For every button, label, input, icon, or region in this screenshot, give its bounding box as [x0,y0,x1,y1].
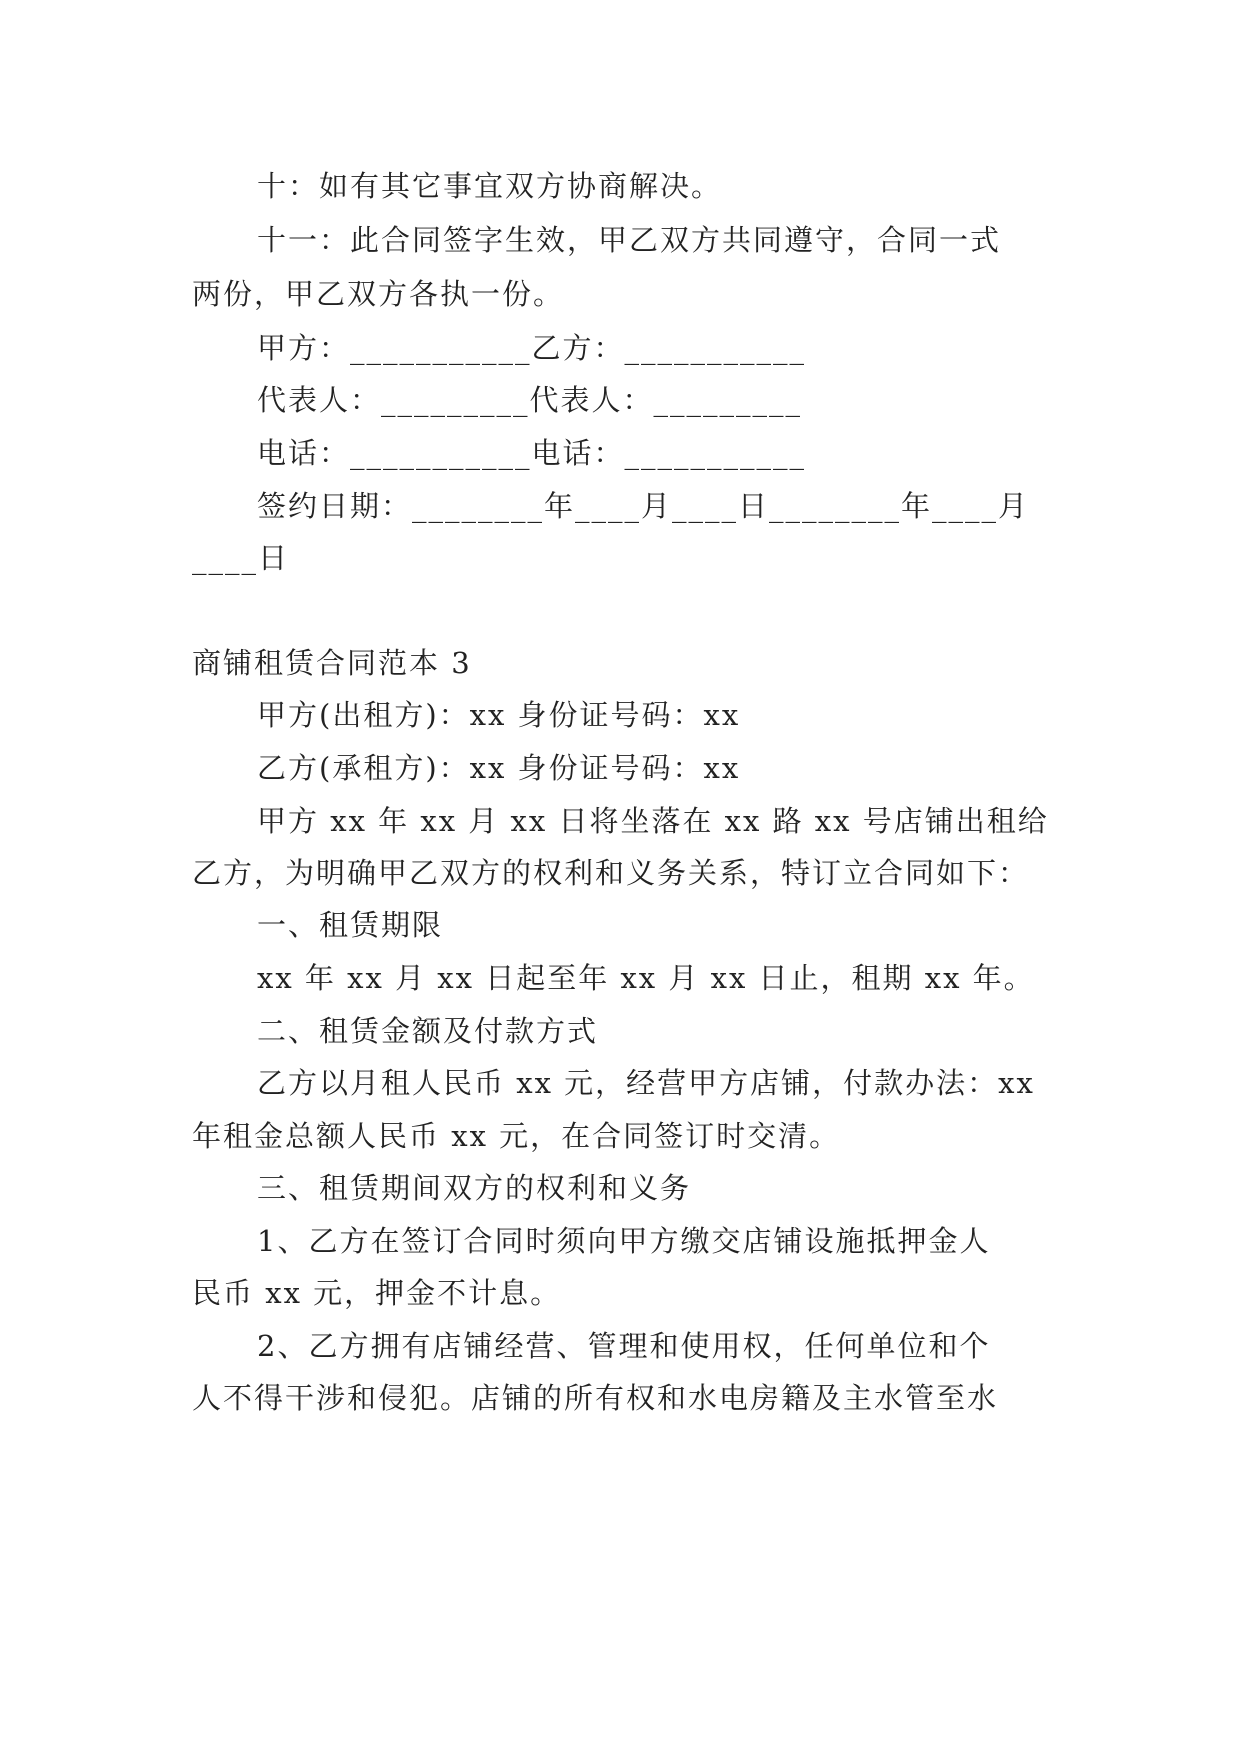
intro-paragraph-line-2: 乙方，为明确甲乙双方的权利和义务关系，特订立合同如下： [192,856,1030,890]
phone-signature: 电话：___________电话：___________ [257,436,807,470]
item-2-line-2: 人不得干涉和侵犯。店铺的所有权和水电房籍及主水管至水 [192,1381,999,1415]
rent-payment-heading: 二、租赁金额及付款方式 [257,1014,599,1048]
lessee-info: 乙方(承租方)：xx 身份证号码：xx [257,751,741,785]
rent-payment-text-line-1: 乙方以月租人民币 xx 元，经营甲方店铺，付款办法：xx [257,1066,1035,1100]
section-heading: 商铺租赁合同范本 3 [192,646,472,680]
rent-payment-text-line-2: 年租金总额人民币 xx 元，在合同签订时交清。 [192,1119,841,1153]
signing-date-line-2: ____日 [192,541,290,575]
lessor-info: 甲方(出租方)：xx 身份证号码：xx [257,698,741,732]
intro-paragraph-line-1: 甲方 xx 年 xx 月 xx 日将坐落在 xx 路 xx 号店铺出租给 [257,804,1049,838]
lease-term-text: xx 年 xx 月 xx 日起至年 xx 月 xx 日止，租期 xx 年。 [257,961,1035,995]
clause-10-line: 十：如有其它事宜双方协商解决。 [257,169,723,203]
item-2-line-1: 2、乙方拥有店铺经营、管理和使用权，任何单位和个 [257,1329,991,1363]
representative-signature: 代表人：_________代表人：_________ [257,383,803,417]
clause-11-line-2: 两份，甲乙双方各执一份。 [192,277,565,311]
lease-term-heading: 一、租赁期限 [257,908,444,942]
clause-11-line-1: 十一：此合同签字生效，甲乙双方共同遵守，合同一式 [257,223,1002,257]
signing-date-line-1: 签约日期：________年____月____日________年____月 [257,489,1030,523]
item-1-line-1: 1、乙方在签订合同时须向甲方缴交店铺设施抵押金人 [257,1224,991,1258]
item-1-line-2: 民币 xx 元，押金不计息。 [192,1276,562,1310]
rights-obligations-heading: 三、租赁期间双方的权利和义务 [257,1171,692,1205]
party-a-party-b-signature: 甲方：___________乙方：___________ [257,331,807,365]
